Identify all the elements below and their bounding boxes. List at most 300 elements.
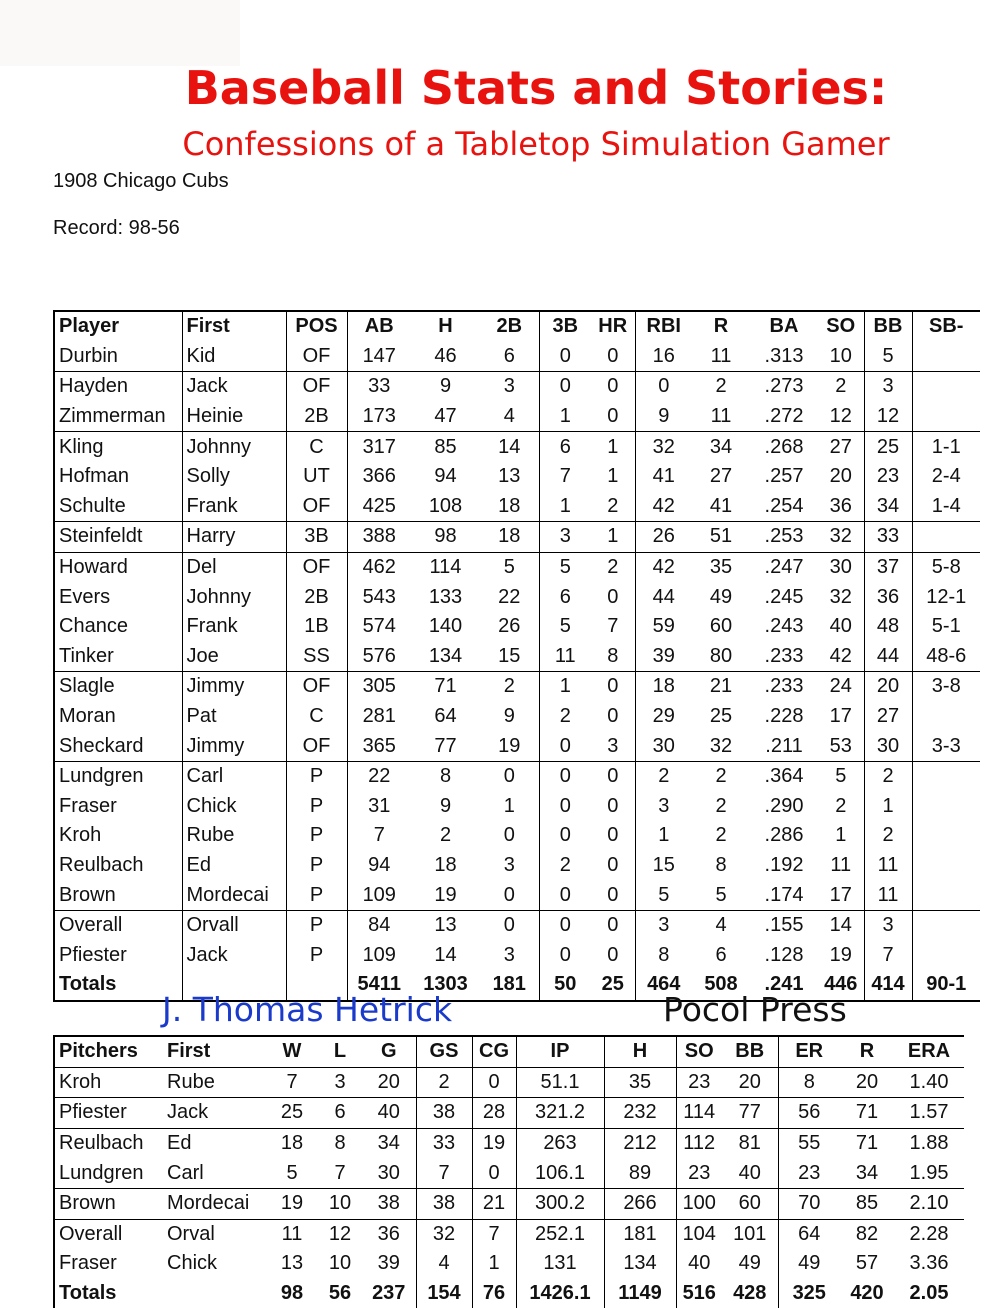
table-cell: 48 (864, 612, 912, 642)
table-cell: 3 (503, 943, 515, 966)
table-cell: 0 (607, 375, 619, 398)
table-cell: 8 (334, 1132, 346, 1155)
table-cell: 0 (607, 794, 619, 817)
table-cell: 41 (635, 462, 692, 492)
table-row (54, 432, 980, 462)
table-cell: 44 (635, 582, 692, 612)
table-cell: 50 (539, 970, 591, 1001)
table-cell: 5 (503, 556, 515, 579)
table-cell: 11 (830, 853, 852, 876)
table-cell: 0 (503, 914, 515, 937)
table-cell: Steinfeldt (54, 522, 182, 553)
table-cell: 12 (818, 402, 864, 432)
table-cell: G (362, 1036, 416, 1067)
table-cell: RBI (635, 311, 692, 342)
table-cell: Brown (54, 880, 182, 910)
table-cell: 25 (709, 705, 733, 728)
table-cell: 18 (635, 672, 692, 702)
table-cell: 30 (362, 1158, 416, 1188)
table-cell: 32 (829, 585, 852, 608)
table-cell: P (286, 761, 347, 791)
table-row (54, 1128, 964, 1158)
table-cell (912, 522, 980, 553)
table-cell: Heinie (182, 402, 286, 432)
table-cell: 28 (472, 1098, 516, 1129)
table-cell (912, 880, 980, 910)
table-cell: 27 (829, 435, 852, 458)
table-row (54, 1158, 964, 1188)
table-cell: Del (182, 552, 286, 582)
table-cell: 35 (709, 556, 733, 579)
table-cell: .272 (750, 402, 818, 432)
table-cell: Ed (182, 851, 286, 881)
table-cell: 14 (498, 435, 521, 458)
table-cell: 64 (434, 705, 457, 728)
table-cell: 42 (635, 492, 692, 522)
table-cell: 576 (347, 642, 411, 672)
table-cell: 0 (539, 761, 591, 791)
table-cell (912, 702, 980, 732)
table-cell: .247 (764, 556, 804, 579)
table-cell (912, 851, 980, 881)
table-cell (912, 761, 980, 791)
table-cell: 3.36 (909, 1252, 949, 1275)
batting-stats-table (53, 310, 980, 1002)
table-cell: 20 (840, 1067, 894, 1098)
table-cell: 15 (635, 851, 692, 881)
table-cell: 4 (416, 1249, 472, 1279)
table-cell: 22 (498, 585, 521, 608)
table-cell: Overall (59, 1222, 123, 1245)
table-cell: 232 (604, 1098, 676, 1129)
table-cell: 6 (480, 342, 539, 372)
table-cell: 366 (347, 462, 411, 492)
table-cell: 0 (503, 824, 515, 847)
table-cell: R (713, 315, 729, 338)
table-cell: 462 (347, 552, 411, 582)
table-cell: 1-1 (912, 432, 980, 462)
table-cell: 17 (818, 880, 864, 910)
table-cell: 3 (635, 910, 692, 940)
table-cell: .253 (750, 522, 818, 553)
table-cell (163, 1279, 266, 1308)
table-cell: .233 (764, 675, 804, 698)
table-cell: 2 (835, 375, 847, 398)
table-cell: 0 (539, 880, 591, 910)
table-cell: 0 (539, 821, 591, 851)
table-cell: Mordecai (182, 880, 286, 910)
table-cell: 0 (591, 402, 635, 432)
table-cell: P (286, 880, 347, 910)
table-cell: 64 (778, 1219, 840, 1249)
table-cell: 42 (818, 642, 864, 672)
table-cell: SS (286, 642, 347, 672)
table-cell: 365 (347, 731, 411, 761)
table-cell: 101 (733, 1222, 767, 1245)
table-row (54, 1219, 964, 1249)
table-cell: 3 (864, 910, 912, 940)
table-cell: 131 (516, 1249, 604, 1279)
table-cell: 25 (266, 1098, 318, 1129)
table-cell: AB (347, 311, 411, 342)
table-row (54, 582, 980, 612)
table-cell: 428 (733, 1282, 767, 1305)
table-cell: Pfiester (59, 943, 127, 966)
table-row (54, 940, 980, 970)
table-cell: 60 (709, 615, 733, 638)
table-cell: Reulbach (59, 853, 144, 876)
table-cell: Moran (59, 705, 116, 728)
table-cell: 464 (635, 970, 692, 1001)
table-cell: 1.88 (909, 1132, 949, 1155)
table-cell: Kroh (59, 824, 102, 847)
table-cell: C (286, 432, 347, 462)
table-cell: 3-3 (912, 731, 980, 761)
table-cell: 2 (539, 702, 591, 732)
table-cell: 133 (428, 585, 463, 608)
table-cell: 26 (498, 615, 521, 638)
table-cell: .313 (750, 342, 818, 372)
table-cell: 0 (607, 705, 619, 728)
table-cell: Kroh (54, 1067, 163, 1098)
table-cell: 2 (835, 794, 847, 817)
table-cell: 41 (692, 492, 750, 522)
table-cell: Brown (54, 1188, 163, 1219)
table-cell: 5-8 (912, 552, 980, 582)
table-cell: Orvall (182, 910, 286, 940)
table-cell: Joe (182, 642, 286, 672)
table-cell: 32 (416, 1219, 472, 1249)
book-subtitle: Confessions of a Tabletop Simulation Gamer (182, 125, 890, 163)
table-cell: 4 (480, 402, 539, 432)
table-cell: 10 (318, 1188, 362, 1219)
table-cell: 19 (480, 731, 539, 761)
table-cell: 0 (607, 675, 619, 698)
table-cell: 2 (715, 794, 727, 817)
table-cell: 38 (416, 1188, 472, 1219)
table-cell: 181 (604, 1219, 676, 1249)
table-cell: 11 (864, 851, 912, 881)
table-cell: Orval (167, 1222, 215, 1245)
table-cell: Carl (163, 1158, 266, 1188)
table-row (54, 612, 980, 642)
table-cell: 2 (591, 492, 635, 522)
table-cell: POS (286, 311, 347, 342)
table-cell: 18 (480, 492, 539, 522)
table-cell: 1.40 (894, 1067, 964, 1098)
table-cell: 23 (676, 1067, 722, 1098)
table-cell: 27 (864, 702, 912, 732)
table-cell: 71 (855, 1132, 879, 1155)
table-cell: 1 (539, 492, 591, 522)
table-cell: First (182, 311, 286, 342)
publisher-name: Pocol Press (663, 990, 847, 1029)
table-cell: 1-4 (912, 492, 980, 522)
table-cell: 3 (635, 792, 692, 822)
table-cell: 14 (434, 943, 457, 966)
table-cell: 94 (434, 465, 457, 488)
table-row (54, 702, 980, 732)
table-cell: 33 (347, 372, 411, 402)
table-cell: 19 (472, 1128, 516, 1158)
table-cell: 40 (829, 615, 852, 638)
scan-corner (0, 0, 240, 66)
table-cell: 3B (539, 311, 591, 342)
table-cell: 2.28 (909, 1222, 949, 1245)
table-cell (912, 342, 980, 372)
table-cell: 114 (429, 556, 462, 579)
table-cell: 0 (539, 372, 591, 402)
table-cell: 5 (266, 1158, 318, 1188)
table-cell: 2 (439, 824, 452, 847)
table-cell: 34 (840, 1158, 894, 1188)
table-cell: L (318, 1036, 362, 1067)
table-cell: Frank (182, 612, 286, 642)
table-cell: Durbin (54, 342, 182, 372)
table-cell: 7 (864, 940, 912, 970)
table-cell: 53 (818, 731, 864, 761)
table-cell: 85 (434, 435, 457, 458)
book-title: Baseball Stats and Stories: (184, 61, 888, 115)
table-cell: 49 (709, 585, 733, 608)
table-cell: 34 (377, 1132, 400, 1155)
table-cell: H (604, 1036, 676, 1067)
table-cell: 300.2 (516, 1188, 604, 1219)
table-cell: 281 (347, 702, 411, 732)
table-cell: 30 (635, 731, 692, 761)
table-cell: .233 (750, 642, 818, 672)
table-cell: OF (286, 672, 347, 702)
table-cell: .254 (750, 492, 818, 522)
table-cell: 33 (416, 1128, 472, 1158)
table-cell (912, 910, 980, 940)
table-cell: 0 (480, 880, 539, 910)
table-row (54, 372, 980, 402)
table-cell: 5 (692, 880, 750, 910)
table-cell: 13 (280, 1252, 304, 1275)
table-cell: 154 (416, 1279, 472, 1308)
table-cell: 263 (516, 1128, 604, 1158)
table-cell: .174 (750, 880, 818, 910)
table-cell: 2 (715, 765, 727, 788)
table-cell: 98 (411, 522, 480, 553)
table-cell: 57 (855, 1252, 879, 1275)
table-cell: P (286, 940, 347, 970)
table-cell: 2-4 (912, 462, 980, 492)
table-cell: Ed (167, 1132, 192, 1155)
team-name: 1908 Chicago Cubs (53, 170, 229, 192)
table-cell: 212 (604, 1128, 676, 1158)
table-cell: Chick (167, 1252, 218, 1275)
table-cell: 31 (347, 792, 411, 822)
table-cell (912, 402, 980, 432)
table-cell: SB- (912, 311, 980, 342)
table-cell: 42 (635, 552, 692, 582)
table-cell: 40 (362, 1098, 416, 1129)
table-cell: 2 (607, 556, 619, 579)
table-cell: 2B (496, 315, 523, 338)
table-cell (912, 940, 980, 970)
table-cell: 0 (503, 765, 515, 788)
table-cell: 0 (607, 943, 619, 966)
table-cell: BB (722, 1036, 778, 1067)
table-cell: .192 (764, 853, 804, 876)
table-cell: 388 (347, 522, 411, 553)
table-row (54, 342, 980, 372)
table-cell: 6 (318, 1098, 362, 1129)
table-cell: 44 (864, 642, 912, 672)
table-cell: Harry (182, 522, 286, 553)
table-cell: 2 (864, 761, 912, 791)
table-cell: 48-6 (912, 642, 980, 672)
table-cell: 1.95 (894, 1158, 964, 1188)
table-cell: H (438, 315, 453, 338)
table-cell: 574 (347, 612, 411, 642)
table-cell: .128 (764, 943, 804, 966)
table-header-row (54, 311, 980, 342)
table-cell: .268 (764, 435, 804, 458)
table-cell: 98 (280, 1282, 304, 1305)
table-cell: 38 (362, 1188, 416, 1219)
table-cell: 81 (738, 1132, 761, 1155)
table-cell: 90-1 (912, 970, 980, 1001)
table-cell: ER (778, 1036, 840, 1067)
table-row (54, 402, 980, 432)
table-cell: 2 (715, 375, 727, 398)
table-row (54, 910, 980, 940)
table-cell: CG (472, 1036, 516, 1067)
table-cell: OF (286, 731, 347, 761)
table-cell: 8 (715, 853, 727, 876)
table-cell: 0 (607, 853, 619, 876)
table-cell: Reulbach (59, 1132, 144, 1155)
table-cell: 46 (411, 342, 480, 372)
table-cell: 305 (347, 672, 411, 702)
table-cell: 112 (676, 1128, 722, 1158)
table-cell: P (286, 821, 347, 851)
table-cell: 7 (539, 462, 591, 492)
table-cell: 39 (377, 1252, 400, 1275)
table-cell: Jimmy (182, 672, 286, 702)
table-cell: BB (864, 311, 912, 342)
pitching-stats-table (53, 1035, 964, 1308)
table-cell: 5 (539, 552, 591, 582)
table-cell: 30 (829, 556, 852, 579)
table-cell: UT (286, 462, 347, 492)
table-cell: 37 (864, 552, 912, 582)
table-cell: 25 (601, 973, 624, 996)
table-cell: 0 (472, 1158, 516, 1188)
table-cell: 3 (539, 522, 591, 553)
table-cell: Slagle (59, 675, 115, 698)
table-cell: 237 (372, 1282, 406, 1305)
table-cell: 543 (347, 582, 411, 612)
table-cell: 2B (286, 402, 347, 432)
table-cell: 7 (266, 1067, 318, 1098)
table-cell: 516 (676, 1279, 722, 1308)
table-cell: 12 (864, 402, 912, 432)
table-cell: 2.05 (909, 1282, 949, 1305)
table-row (54, 1188, 964, 1219)
table-cell: 0 (591, 880, 635, 910)
table-cell: 420 (850, 1282, 884, 1305)
table-cell: SO (676, 1036, 722, 1067)
table-cell: BA (769, 315, 799, 338)
table-cell: .273 (764, 375, 804, 398)
table-cell: Carl (182, 761, 286, 791)
table-cell: 1 (607, 435, 619, 458)
table-cell: 85 (840, 1188, 894, 1219)
table-cell: 0 (635, 372, 692, 402)
table-cell: 414 (864, 970, 912, 1001)
table-cell: 104 (676, 1219, 722, 1249)
table-cell: Johnny (182, 582, 286, 612)
table-cell: 19 (829, 943, 852, 966)
table-cell: 100 (676, 1188, 722, 1219)
table-cell: 1 (591, 522, 635, 553)
table-cell: Chance (59, 615, 128, 638)
totals-row (54, 1279, 964, 1308)
table-cell: 70 (778, 1188, 840, 1219)
table-cell: Rube (182, 821, 286, 851)
table-cell: 9 (635, 402, 692, 432)
table-cell: 26 (635, 522, 692, 553)
table-cell: 77 (411, 731, 480, 761)
table-cell: 425 (347, 492, 411, 522)
table-cell: 38 (416, 1098, 472, 1129)
table-row (54, 880, 980, 910)
table-cell: 1 (607, 465, 619, 488)
table-cell: Jack (163, 1098, 266, 1129)
table-cell: Johnny (182, 432, 286, 462)
table-row (54, 1249, 964, 1279)
table-cell (912, 821, 980, 851)
table-cell: 3 (318, 1067, 362, 1098)
table-cell: 8 (635, 940, 692, 970)
table-cell: Fraser (59, 1252, 117, 1275)
table-cell: 7 (318, 1158, 362, 1188)
table-cell: 5 (835, 765, 847, 788)
table-cell: Kid (182, 342, 286, 372)
table-cell: 6 (539, 582, 591, 612)
table-cell: 34 (709, 435, 733, 458)
table-cell: 60 (722, 1188, 778, 1219)
table-cell: 21 (709, 675, 733, 698)
table-cell: 1149 (604, 1279, 676, 1308)
table-cell: 2 (416, 1067, 472, 1098)
table-cell: 325 (778, 1279, 840, 1308)
table-cell: 11 (692, 402, 750, 432)
author-name: J. Thomas Hetrick (162, 990, 453, 1029)
table-cell: Frank (182, 492, 286, 522)
table-cell: 34 (864, 492, 912, 522)
table-cell: 11 (539, 642, 591, 672)
table-cell: Mordecai (163, 1188, 266, 1219)
table-cell: Player (59, 315, 120, 338)
table-cell: OF (286, 552, 347, 582)
table-cell: .257 (764, 465, 804, 488)
table-cell: 3 (864, 372, 912, 402)
table-cell: Pitchers (54, 1036, 163, 1067)
table-row (54, 792, 980, 822)
table-cell: 10 (818, 342, 864, 372)
table-cell: .228 (764, 705, 804, 728)
table-cell: 5-1 (912, 612, 980, 642)
table-cell: 10 (328, 1252, 352, 1275)
table-cell: 1 (864, 792, 912, 822)
table-cell: Overall (59, 914, 123, 937)
table-cell: 51 (692, 522, 750, 553)
